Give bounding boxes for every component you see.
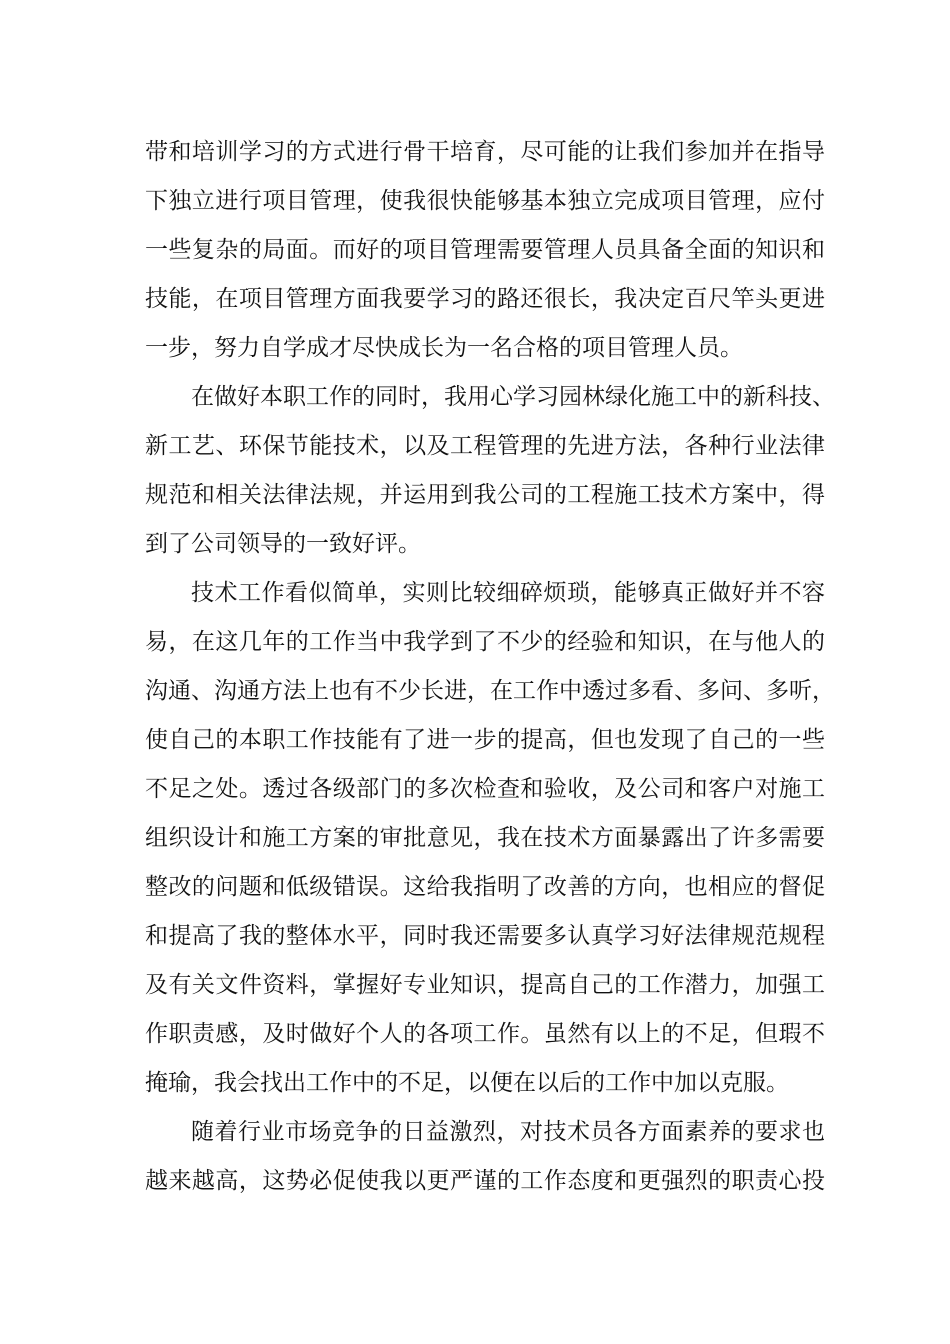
text-line: 及有关文件资料，掌握好专业知识，提高自己的工作潜力，加强工 [145, 972, 825, 998]
text-line: 技能，在项目管理方面我要学习的路还很长，我决定百尺竿头更进 [145, 286, 825, 312]
text-line: 作职责感，及时做好个人的各项工作。虽然有以上的不足，但瑕不 [145, 1021, 825, 1047]
text-line: 新工艺、环保节能技术，以及工程管理的先进方法，各种行业法律 [145, 433, 825, 459]
text-line: 不足之处。透过各级部门的多次检查和验收，及公司和客户对施工 [145, 776, 825, 802]
text-line: 越来越高，这势必促使我以更严谨的工作态度和更强烈的职责心投 [145, 1168, 825, 1194]
paragraph-start-line: 在做好本职工作的同时，我用心学习园林绿化施工中的新科技、 [191, 384, 835, 410]
text-line: 易，在这几年的工作当中我学到了不少的经验和知识，在与他人的 [145, 629, 825, 655]
document-body [145, 128, 835, 1206]
text-line: 到了公司领导的一致好评。 [145, 531, 421, 557]
paragraph-start-line: 技术工作看似简单，实则比较细碎烦琐，能够真正做好并不容 [191, 580, 825, 606]
text-line: 和提高了我的整体水平，同时我还需要多认真学习好法律规范规程 [145, 923, 825, 949]
text-line: 掩瑜，我会找出工作中的不足，以便在以后的工作中加以克服。 [145, 1070, 789, 1096]
text-line: 组织设计和施工方案的审批意见，我在技术方面暴露出了许多需要 [145, 825, 825, 851]
text-line: 整改的问题和低级错误。这给我指明了改善的方向，也相应的督促 [145, 874, 825, 900]
text-line: 下独立进行项目管理，使我很快能够基本独立完成项目管理，应付 [145, 188, 825, 214]
paragraph-start-line: 随着行业市场竞争的日益激烈，对技术员各方面素养的要求也 [191, 1119, 825, 1145]
text-line: 沟通、沟通方法上也有不少长进，在工作中透过多看、多问、多听， [145, 678, 835, 704]
text-line: 带和培训学习的方式进行骨干培育，尽可能的让我们参加并在指导 [145, 139, 825, 165]
text-line: 一步，努力自学成才尽快成长为一名合格的项目管理人员。 [145, 335, 743, 361]
text-line: 使自己的本职工作技能有了进一步的提高，但也发现了自己的一些 [145, 727, 825, 753]
text-line: 规范和相关法律法规，并运用到我公司的工程施工技术方案中，得 [145, 482, 825, 508]
text-line: 一些复杂的局面。而好的项目管理需要管理人员具备全面的知识和 [145, 237, 825, 263]
